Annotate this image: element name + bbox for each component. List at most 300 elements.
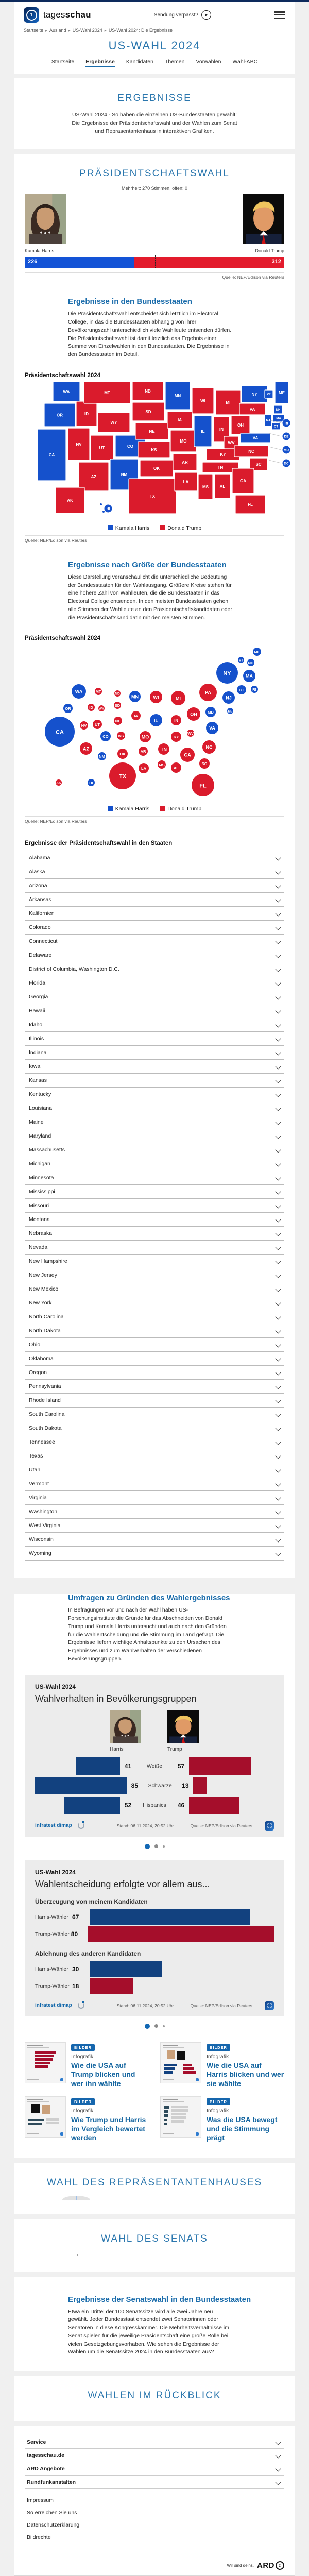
- teaser-title[interactable]: Wie die USA auf Harris blicken und wer sie wählte: [207, 2061, 284, 2088]
- chevron-down-icon: [275, 1328, 281, 1334]
- chevron-down-icon: [275, 1273, 281, 1278]
- svg-text:SC: SC: [255, 462, 262, 467]
- chevron-down-icon: [275, 1384, 281, 1389]
- chevron-down-icon: [275, 980, 281, 986]
- footer-link-so-erreichen-sie-uns[interactable]: So erreichen Sie uns: [27, 2510, 77, 2516]
- state-label: Alabama: [29, 855, 50, 861]
- svg-text:WA: WA: [75, 689, 83, 694]
- tab-ergebnisse[interactable]: Ergebnisse: [85, 59, 115, 67]
- chevron-down-icon: [275, 1467, 281, 1473]
- house-block: [14, 2163, 295, 2214]
- trump-value: 57: [177, 1762, 185, 1770]
- state-accordion-alaska[interactable]: [25, 865, 284, 878]
- svg-text:NV: NV: [76, 442, 82, 447]
- harris-column: [110, 1710, 141, 1752]
- state-label: Wyoming: [29, 1550, 52, 1557]
- bubble-legend: Kamala Harris Donald Trump: [14, 806, 295, 812]
- chevron-down-icon: [275, 869, 281, 875]
- state-accordion-nevada[interactable]: [25, 1240, 284, 1254]
- state-accordion-new-jersey[interactable]: [25, 1268, 284, 1282]
- state-accordion-colorado[interactable]: [25, 920, 284, 934]
- svg-text:SD: SD: [145, 409, 151, 414]
- footer-accordion-ard-angebote[interactable]: ARD Angebote: [25, 2462, 284, 2475]
- state-accordion-maryland[interactable]: [25, 1129, 284, 1143]
- svg-text:WY: WY: [110, 420, 117, 425]
- state-label: District of Columbia, Washington D.C.: [29, 966, 119, 973]
- harris-photo: [25, 194, 66, 247]
- state-label: Mississippi: [29, 1189, 55, 1195]
- ergebnisse-intro: US-Wahl 2024 - So haben die einzelnen US-Bundesstaaten gewählt: Die Ergebnisse der Präsidentschaftswahl und der Wahlen zum Senat und Repräsentantenhaus in interaktiven Grafiken.: [72, 112, 237, 134]
- chevron-down-icon: [275, 1175, 281, 1181]
- state-label: Georgia: [29, 994, 48, 1001]
- svg-text:KS: KS: [118, 734, 124, 738]
- state-accordion-kalifornien[interactable]: [25, 906, 284, 920]
- state-label: North Dakota: [29, 1328, 61, 1334]
- trump-bar: [90, 1978, 133, 1994]
- trump-bar: [189, 1757, 251, 1775]
- dot-active: [145, 1844, 150, 1849]
- trump-votes: 312: [271, 259, 281, 265]
- footer-link-datenschutzerkl-rung[interactable]: Datenschutzerklärung: [27, 2522, 80, 2528]
- state-accordion-montana[interactable]: [25, 1212, 284, 1226]
- card2-stand: Stand: 06.11.2024, 20:52 Uhr: [116, 2003, 174, 2008]
- state-label: Colorado: [29, 924, 51, 931]
- svg-text:DE: DE: [228, 709, 233, 714]
- demographics-chart: [35, 1757, 274, 1814]
- state-label: Illinois: [29, 1036, 44, 1042]
- state-label: Iowa: [29, 1063, 41, 1070]
- svg-text:VA: VA: [209, 725, 215, 731]
- state-accordion-north-dakota[interactable]: [25, 1324, 284, 1337]
- chevron-down-icon: [275, 1314, 281, 1320]
- state-accordion-vermont[interactable]: [25, 1477, 284, 1490]
- svg-text:MI: MI: [176, 696, 181, 701]
- state-accordion-massachusetts[interactable]: [25, 1143, 284, 1157]
- svg-text:MI: MI: [226, 400, 231, 405]
- state-accordion-nebraska[interactable]: [25, 1226, 284, 1240]
- teaser-card-2[interactable]: [160, 2042, 284, 2089]
- chevron-down-icon: [275, 1078, 281, 1083]
- reason-row: [35, 1909, 274, 1925]
- harris-name: Kamala Harris: [25, 248, 55, 254]
- state-accordion-florida[interactable]: [25, 976, 284, 990]
- tagesschau-logo-icon[interactable]: 1: [24, 7, 39, 23]
- footer-accordion-tagesschau-de[interactable]: tagesschau.de: [25, 2448, 284, 2462]
- chevron-down-icon: [275, 1509, 281, 1515]
- breadcrumb-item[interactable]: Startseite: [24, 28, 44, 33]
- bubble-source: Quelle: NEP/Edison via Reuters: [25, 819, 87, 824]
- reason-row: [35, 1978, 274, 1994]
- state-accordion-south-dakota[interactable]: [25, 1421, 284, 1435]
- state-label: Virginia: [29, 1495, 47, 1501]
- svg-text:MD: MD: [283, 448, 289, 452]
- tab-startseite[interactable]: Startseite: [51, 59, 75, 65]
- state-label: Texas: [29, 1453, 43, 1460]
- state-label: Arizona: [29, 883, 47, 889]
- teaser-thumbnail[interactable]: [25, 2042, 66, 2083]
- state-label: Maryland: [29, 1133, 52, 1140]
- svg-text:TN: TN: [217, 465, 224, 470]
- svg-text:WA: WA: [63, 389, 70, 394]
- state-label: Missouri: [29, 1202, 49, 1209]
- state-accordion-michigan[interactable]: [25, 1157, 284, 1171]
- harris-bar: [35, 1777, 127, 1794]
- state-dot[interactable]: [100, 503, 102, 505]
- carousel-dots[interactable]: [14, 1844, 295, 1849]
- state-label: Michigan: [29, 1161, 51, 1167]
- map-legend: Kamala Harris Donald Trump: [14, 525, 295, 531]
- teaser-title[interactable]: Wie die USA auf Trump blicken und wer ihn wählte: [71, 2061, 135, 2088]
- svg-text:MO: MO: [141, 734, 149, 740]
- state-accordion-north-carolina[interactable]: [25, 1310, 284, 1324]
- chevron-down-icon: [275, 939, 281, 944]
- map-chart-label: Präsidentschaftswahl 2024: [25, 372, 101, 379]
- svg-text:NH: NH: [248, 660, 254, 665]
- trump-bar: [189, 1797, 239, 1814]
- svg-text:NY: NY: [223, 670, 231, 677]
- card1-quelle: Quelle: NEP/Edison via Reuters: [190, 1823, 252, 1828]
- reason-row: [35, 1926, 274, 1942]
- card1-kicker: US-Wahl 2024: [35, 1683, 76, 1690]
- state-accordion-texas[interactable]: [25, 1449, 284, 1463]
- svg-text:DE: DE: [284, 435, 289, 439]
- footer-block: [14, 2426, 295, 2576]
- chevron-down-icon: [275, 1050, 281, 1056]
- state-accordion-west-virginia[interactable]: [25, 1518, 284, 1532]
- chevron-down-icon: [275, 1022, 281, 1028]
- svg-text:MA: MA: [246, 673, 253, 679]
- praesidentschaftswahl-block: [14, 154, 295, 1578]
- tab-themen[interactable]: Themen: [164, 59, 185, 65]
- chevron-down-icon: [275, 1217, 281, 1223]
- svg-text:IN: IN: [174, 718, 178, 723]
- breadcrumb-item[interactable]: US-Wahl 2024: Die Ergebnisse: [108, 28, 173, 33]
- map-source: Quelle: NEP/Edison via Reuters: [25, 537, 87, 543]
- electoral-bar: [25, 257, 284, 268]
- state-label: South Carolina: [29, 1411, 65, 1418]
- page-title: US-WAHL 2024: [108, 39, 201, 52]
- svg-text:OR: OR: [57, 413, 63, 418]
- chevron-down-icon: [275, 925, 281, 930]
- svg-text:PA: PA: [249, 406, 255, 412]
- state-label: New Jersey: [29, 1272, 57, 1279]
- svg-text:MS: MS: [202, 484, 209, 489]
- state-label: Montana: [29, 1216, 50, 1223]
- svg-text:RI: RI: [284, 421, 288, 426]
- svg-text:TX: TX: [118, 773, 127, 780]
- state-accordion-district-of-columbia-washington-d-c-[interactable]: [25, 962, 284, 976]
- row-label: Trump-Wähler: [35, 1930, 70, 1937]
- ard-claim: Wir sind deins.: [227, 2563, 254, 2568]
- footer-link-bildrechte[interactable]: Bildrechte: [27, 2534, 51, 2540]
- svg-text:CA: CA: [48, 452, 55, 457]
- harris-bar: [25, 257, 134, 268]
- trump-photo: [243, 194, 284, 247]
- state-accordion-maine[interactable]: [25, 1115, 284, 1129]
- state-accordion-virginia[interactable]: [25, 1490, 284, 1504]
- divider: [25, 272, 284, 273]
- chevron-down-icon: [275, 1161, 281, 1167]
- house-heading: WAHL DES REPRÄSENTANTENHAUSES: [46, 2177, 263, 2188]
- harris-bar: [64, 1797, 120, 1814]
- footer-accordion-rundfunkanstalten[interactable]: Rundfunkanstalten: [25, 2475, 284, 2489]
- teaser-thumbnail[interactable]: [160, 2096, 201, 2138]
- state-label: Kalifornien: [29, 910, 55, 917]
- svg-text:NM: NM: [121, 472, 128, 477]
- chevron-down-icon: [275, 1245, 281, 1250]
- senate-heading: WAHL DES SENATS: [101, 2233, 208, 2244]
- svg-text:MN: MN: [174, 393, 181, 398]
- svg-text:OR: OR: [65, 706, 71, 711]
- chevron-down-icon: [275, 1300, 281, 1306]
- infratest-dimap-logo: infratest dimap: [35, 2003, 72, 2008]
- svg-text:OK: OK: [153, 466, 160, 471]
- chevron-down-icon: [275, 1439, 281, 1445]
- chevron-down-icon: [275, 1203, 281, 1209]
- majority-note: Mehrheit: 270 Stimmen, offen: 0: [122, 185, 187, 191]
- svg-text:LA: LA: [141, 766, 146, 771]
- teaser-title[interactable]: Wie Trump und Harris im Vergleich bewertet werden: [71, 2115, 146, 2142]
- state-label: North Carolina: [29, 1314, 64, 1320]
- svg-text:IN: IN: [219, 427, 224, 432]
- majority-marker: [155, 255, 156, 268]
- row-value: 30: [72, 1965, 79, 1973]
- state-label: Arkansas: [29, 896, 52, 903]
- row-label: Trump-Wähler: [35, 1982, 70, 1989]
- svg-text:AL: AL: [174, 766, 179, 770]
- chevron-down-icon: [275, 1398, 281, 1403]
- teaser-kicker: Infografik: [71, 2053, 94, 2060]
- state-accordion-illinois[interactable]: [25, 1031, 284, 1045]
- state-accordion-pennsylvania[interactable]: [25, 1379, 284, 1393]
- svg-text:VT: VT: [267, 393, 271, 396]
- svg-text:NY: NY: [251, 392, 258, 397]
- svg-text:RI: RI: [252, 687, 256, 692]
- trump-value: 13: [182, 1782, 189, 1789]
- card2-quelle: Quelle: NEP/Edison via Reuters: [190, 2003, 252, 2008]
- state-accordion-idaho[interactable]: [25, 1018, 284, 1031]
- state-accordion-washington[interactable]: [25, 1504, 284, 1518]
- state-label: South Dakota: [29, 1425, 62, 1432]
- svg-text:PA: PA: [205, 690, 211, 696]
- svg-text:UT: UT: [95, 722, 100, 727]
- state-accordion-new-york[interactable]: [25, 1296, 284, 1310]
- chevron-down-icon: [275, 1008, 281, 1014]
- svg-text:AZ: AZ: [83, 746, 89, 752]
- bubble-section-heading: Ergebnisse nach Größe der Bundesstaaten: [68, 560, 227, 569]
- teaser-kicker: Infografik: [207, 2053, 229, 2060]
- svg-text:CO: CO: [102, 734, 109, 739]
- tab-wahl-abc[interactable]: Wahl-ABC: [232, 59, 258, 65]
- state-accordion-minnesota[interactable]: [25, 1171, 284, 1184]
- svg-text:IL: IL: [154, 718, 158, 723]
- teaser-card-1[interactable]: [25, 2042, 149, 2089]
- svg-text:GA: GA: [240, 478, 246, 483]
- carousel-dots[interactable]: [14, 2024, 295, 2029]
- chevron-down-icon: [275, 1426, 281, 1431]
- state-label: Hawaii: [29, 1008, 45, 1014]
- state-accordion-new-hampshire[interactable]: [25, 1254, 284, 1268]
- category-label: Weiße: [146, 1762, 163, 1769]
- svg-text:AZ: AZ: [91, 474, 97, 479]
- state-accordion-ohio[interactable]: [25, 1337, 284, 1351]
- chevron-down-icon: [275, 994, 281, 1000]
- svg-text:MT: MT: [95, 689, 101, 694]
- card1-title: Wahlverhalten in Bevölkerungsgruppen: [35, 1693, 197, 1704]
- harris-column-label: Harris: [110, 1746, 124, 1752]
- state-accordion-iowa[interactable]: [25, 1059, 284, 1073]
- state-accordion-missouri[interactable]: [25, 1198, 284, 1212]
- state-accordion-oklahoma[interactable]: [25, 1351, 284, 1365]
- state-accordion-wyoming[interactable]: [25, 1546, 284, 1560]
- state-accordion-indiana[interactable]: [25, 1045, 284, 1059]
- bilder-badge: BILDER: [207, 2098, 230, 2105]
- card2-kicker: US-Wahl 2024: [35, 1868, 76, 1876]
- dot: [163, 2025, 165, 2027]
- divider: [25, 816, 284, 817]
- brand-wordmark[interactable]: tagesschau: [43, 10, 91, 20]
- state-accordion-kentucky[interactable]: [25, 1087, 284, 1101]
- row-value: 18: [72, 1982, 79, 1990]
- chevron-down-icon: [275, 1106, 281, 1111]
- svg-text:DC: DC: [284, 462, 289, 466]
- state-accordion-tennessee[interactable]: [25, 1435, 284, 1449]
- state-accordion-south-carolina[interactable]: [25, 1407, 284, 1421]
- chevron-down-icon: [275, 1495, 281, 1501]
- infratest-dimap-icon: [78, 2002, 84, 2009]
- svg-text:CA: CA: [56, 729, 64, 736]
- bilder-badge: BILDER: [207, 2044, 230, 2051]
- state-label: Kansas: [29, 1077, 47, 1084]
- chevron-down-icon: [275, 1453, 281, 1459]
- row-value: 67: [72, 1913, 79, 1921]
- house-chart-placeholder: [62, 2196, 90, 2200]
- umfragen-heading: Umfragen zu Gründen des Wahlergebnisses: [68, 1594, 230, 1603]
- trump-photo: [167, 1710, 199, 1744]
- harris-legend-swatch: [108, 525, 113, 530]
- svg-text:KY: KY: [220, 452, 226, 457]
- state-label: Kentucky: [29, 1091, 52, 1098]
- state-accordion-connecticut[interactable]: [25, 934, 284, 948]
- wahlverhalten-card: [25, 1675, 284, 1837]
- senate-results-text: Etwa ein Drittel der 100 Senatssitze wird alle zwei Jahre neu gewählt. Jeder Bundesstaat entsendet zwei Senatorinnen oder Senatoren in diese Kongresskammer. Die Mehrheitsverhältnisse im Senat spielen für die jeweilige Präsidentschaft eine große Rolle bei vielen Gesetzgebungsvorhaben. Wie sehen die Ergebnisse der Wahlen um die Senatssitze 2024 in den Bundesstaaten aus?: [68, 2308, 229, 2355]
- svg-text:TX: TX: [149, 494, 156, 499]
- sendung-verpasst-link[interactable]: [91, 10, 274, 20]
- chevron-down-icon: [275, 883, 281, 889]
- svg-text:MT: MT: [104, 390, 110, 395]
- chevron-down-icon: [275, 897, 281, 903]
- trump-column-label: Trump: [167, 1746, 182, 1752]
- row-value: 80: [71, 1930, 78, 1938]
- state-label: Indiana: [29, 1049, 47, 1056]
- harris-legend-swatch: [108, 806, 113, 811]
- play-icon[interactable]: ▶: [201, 10, 211, 20]
- footer-link-impressum[interactable]: Impressum: [27, 2497, 54, 2503]
- state-accordion-delaware[interactable]: [25, 948, 284, 962]
- state-accordion-utah[interactable]: [25, 1463, 284, 1477]
- svg-text:WV: WV: [228, 440, 235, 445]
- state-label: Oregon: [29, 1369, 47, 1376]
- us-choropleth-map[interactable]: [14, 382, 295, 518]
- rueckblick-block: [14, 2376, 295, 2421]
- ard-icon: [265, 2001, 274, 2010]
- svg-text:NV: NV: [81, 723, 87, 728]
- chevron-down-icon: [275, 1412, 281, 1417]
- svg-text:NC: NC: [205, 744, 213, 750]
- card1-stand: Stand: 06.11.2024, 20:52 Uhr: [116, 1823, 174, 1828]
- harris-bar: [90, 1961, 162, 1977]
- state-accordion-rhode-island[interactable]: [25, 1393, 284, 1407]
- footer-accordion-service[interactable]: Service: [25, 2435, 284, 2448]
- svg-text:WI: WI: [153, 694, 159, 700]
- tab-vorwahlen[interactable]: Vorwahlen: [196, 59, 221, 65]
- state-dot[interactable]: [102, 510, 105, 513]
- teaser-thumbnail[interactable]: [160, 2042, 201, 2083]
- svg-text:ME: ME: [279, 390, 285, 395]
- svg-text:IL: IL: [201, 429, 205, 434]
- state-accordion-georgia[interactable]: [25, 990, 284, 1004]
- chevron-down-icon: [275, 1133, 281, 1139]
- state-label: Tennessee: [29, 1439, 55, 1446]
- svg-text:NH: NH: [276, 408, 281, 412]
- teaser-kicker: Infografik: [207, 2108, 229, 2114]
- us-bubble-cartogram[interactable]: [14, 645, 295, 799]
- state-label: Oklahoma: [29, 1355, 54, 1362]
- svg-text:CT: CT: [239, 688, 244, 692]
- teaser-card-4[interactable]: [160, 2096, 284, 2143]
- svg-text:ND: ND: [115, 692, 120, 696]
- trump-bar: [88, 1926, 274, 1942]
- state-accordion-louisiana[interactable]: [25, 1101, 284, 1115]
- infratest-dimap-logo: infratest dimap: [35, 1823, 72, 1828]
- state-accordion-wisconsin[interactable]: [25, 1532, 284, 1546]
- svg-text:HI: HI: [106, 507, 110, 511]
- state-accordion-oregon[interactable]: [25, 1365, 284, 1379]
- trump-bar: [193, 1777, 207, 1794]
- infratest-dimap-icon: [78, 1822, 84, 1829]
- state-label: Delaware: [29, 952, 52, 959]
- state-accordion-alabama[interactable]: [25, 851, 284, 865]
- ergebnisse-heading: ERGEBNISSE: [117, 93, 192, 104]
- svg-text:CT: CT: [274, 425, 278, 429]
- svg-text:NJ: NJ: [226, 695, 232, 701]
- umfragen-block: [14, 1594, 295, 2158]
- state-accordion-new-mexico[interactable]: [25, 1282, 284, 1296]
- teaser-card-3[interactable]: [25, 2096, 149, 2143]
- state-accordion-arkansas[interactable]: [25, 892, 284, 906]
- menu-icon[interactable]: [274, 11, 285, 19]
- tab-kandidaten[interactable]: Kandidaten: [126, 59, 153, 65]
- breadcrumb-item[interactable]: Ausland: [49, 28, 66, 33]
- bilder-badge: BILDER: [71, 2098, 95, 2105]
- breadcrumb-item[interactable]: US-Wahl 2024: [72, 28, 102, 33]
- svg-text:OH: OH: [237, 422, 244, 428]
- trump-bar: [134, 257, 284, 268]
- copyright-bar: [14, 2575, 295, 2576]
- state-accordion-hawaii[interactable]: [25, 1004, 284, 1018]
- state-accordion-arizona[interactable]: [25, 878, 284, 892]
- state-accordion-mississippi[interactable]: [25, 1184, 284, 1198]
- svg-text:ID: ID: [84, 411, 89, 416]
- chevron-down-icon: [275, 2466, 281, 2471]
- divider: [25, 535, 284, 536]
- state-accordion-kansas[interactable]: [25, 1073, 284, 1087]
- teaser-title[interactable]: Was die USA bewegt und die Stimmung prägt: [207, 2115, 278, 2142]
- chevron-down-icon: [275, 1342, 281, 1348]
- teaser-thumbnail[interactable]: [25, 2096, 66, 2138]
- harris-photo: [110, 1710, 141, 1744]
- svg-text:WY: WY: [98, 707, 105, 711]
